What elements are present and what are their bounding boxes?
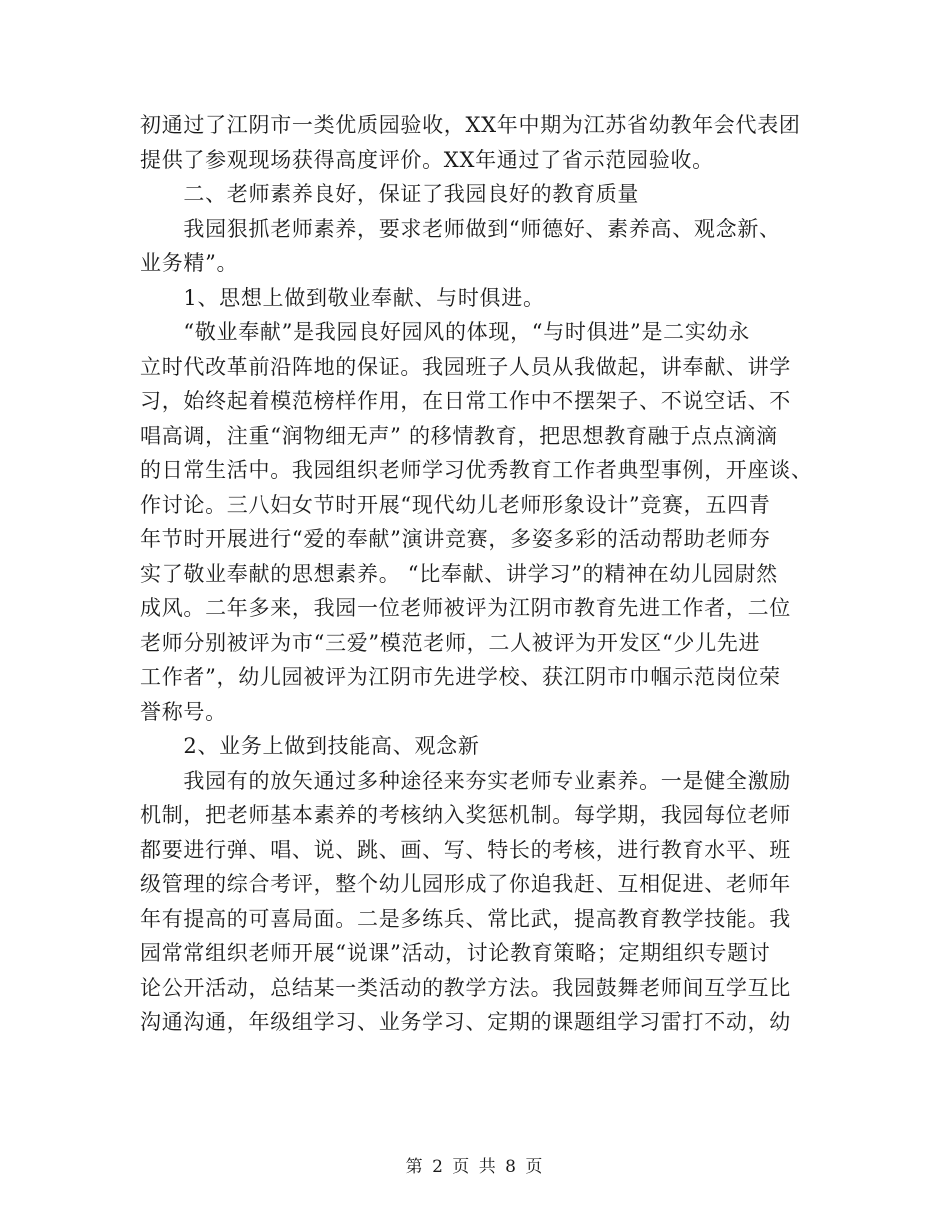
text-line: 工作者”，幼儿园被评为江阴市先进学校、获江阴市巾帼示范岗位荣 — [140, 665, 781, 689]
text-line: 提供了参观现场获得高度评价。XX年通过了省示范园验收。 — [140, 147, 714, 172]
text-line: 唱高调，注重“润物细无声” 的移情教育，把思想教育融于点点滴滴 — [140, 423, 778, 448]
text-line: 习，始终起着模范榜样作用，在日常工作中不摆架子、不说空话、不 — [140, 389, 791, 413]
text-line: 年有提高的可喜局面。二是多练兵、常比武，提高教育教学技能。我 — [140, 906, 791, 931]
text-line: 立时代改革前沿阵地的保证。我园班子人员从我做起，讲奉献、讲学 — [140, 354, 791, 379]
text-line: 级管理的综合考评，整个幼儿园形成了你追我赶、互相促进、老师年 — [140, 872, 791, 896]
text-line: 沟通沟通，年级组学习、业务学习、定期的课题组学习雷打不动，幼 — [140, 1010, 791, 1034]
subsection-heading: 1、思想上做到敬业奉献、与时俱进。 — [140, 285, 545, 310]
text-line: 论公开活动，总结某一类活动的教学方法。我园鼓舞老师间互学互比 — [140, 975, 791, 1000]
text-line: 年节时开展进行“爱的奉献”演讲竞赛，多姿多彩的活动帮助老师夯 — [140, 527, 771, 551]
subsection-heading: 2、业务上做到技能高、观念新 — [140, 734, 480, 758]
section-heading: 二、老师素养良好，保证了我园良好的教育质量 — [140, 182, 640, 206]
text-line: 园常常组织老师开展“说课”活动，讨论教育策略；定期组织专题讨 — [140, 941, 771, 965]
text-line: 我园狠抓老师素养，要求老师做到“师德好、素养高、观念新、 — [140, 216, 781, 241]
text-line: 的日常生活中。我园组织老师学习优秀教育工作者典型事例，开座谈、 — [140, 458, 813, 482]
document-body — [140, 108, 813, 1040]
text-line: 初通过了江阴市一类优质园验收，XX年中期为江苏省幼教年会代表团 — [140, 113, 801, 137]
text-line: 实了敬业奉献的思想素养。 “比奉献、讲学习”的精神在幼儿园尉然 — [140, 561, 778, 586]
text-line: 业务精”。 — [140, 251, 239, 275]
text-line: 我园有的放矢通过多种途径来夯实老师专业素养。一是健全激励 — [140, 768, 791, 793]
text-line: 都要进行弹、唱、说、跳、画、写、特长的考核，进行教育水平、班 — [140, 837, 791, 862]
text-line: 机制，把老师基本素养的考核纳入奖惩机制。每学期，我园每位老师 — [140, 803, 791, 827]
text-line: 作讨论。三八妇女节时开展“现代幼儿老师形象设计”竞赛，五四青 — [140, 492, 771, 517]
text-line: 老师分别被评为市“三爱”模范老师，二人被评为开发区“少儿先进 — [140, 630, 761, 655]
text-line: “敬业奉献”是我园良好园风的体现，“与时俱进”是二实幼永 — [140, 320, 750, 344]
text-line: 誉称号。 — [140, 699, 227, 724]
page-number-footer: 第 2 页 共 8 页 — [405, 1157, 545, 1177]
text-line: 成风。二年多来，我园一位老师被评为江阴市教育先进工作者，二位 — [140, 596, 791, 620]
